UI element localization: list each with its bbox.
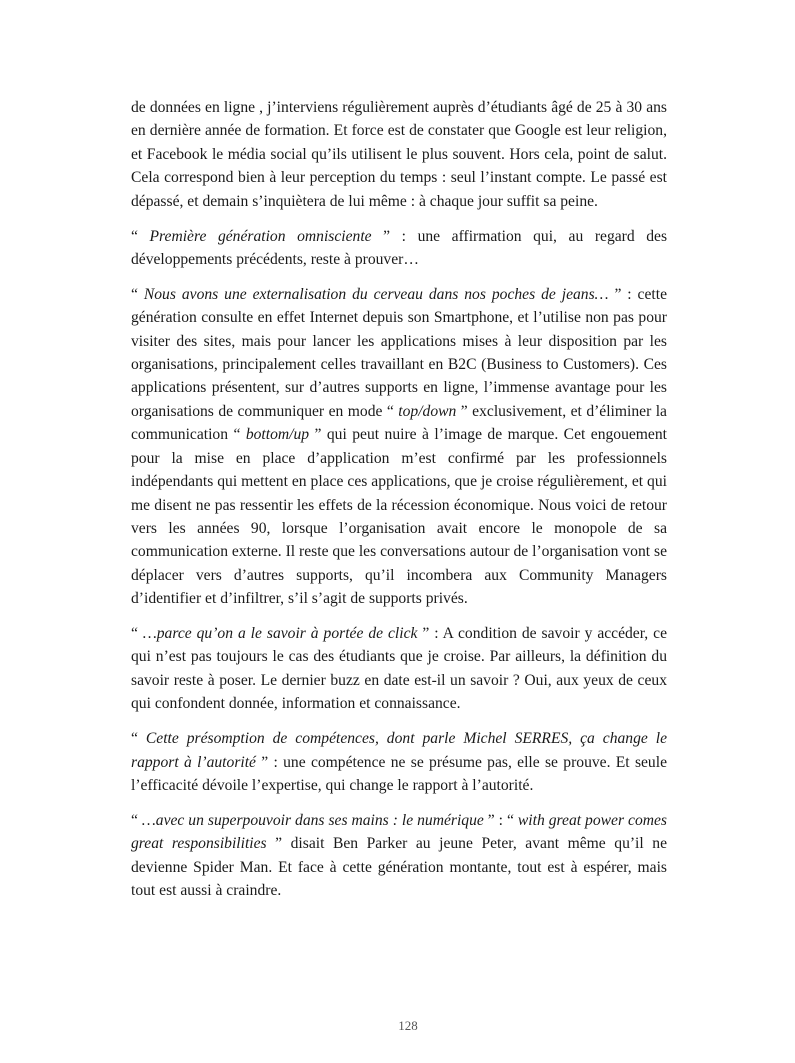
text: ” : une compétence ne se présume pas, elle se prouve. Et seule l’efficacité dévoile l’expertise, qui change le rapport à l’autorité.	[131, 753, 667, 794]
paragraph-savoir	[131, 622, 667, 716]
quote: Cette présomption de compétences, dont parle Michel SERRES, ça change le rapport à l’autorité	[131, 730, 667, 771]
body-text	[131, 96, 667, 914]
quote: Première génération omnisciente	[149, 227, 372, 245]
paragraph-omniscient	[131, 225, 667, 272]
text: ” : A condition de savoir y accéder, ce qui n’est pas toujours le cas des étudiants que je croise. Par ailleurs, la définition du savoir reste à poser. Le dernier buzz en date est-il un savoir ? Oui, aux yeux de ceux qui confondent donnée, information et connaissance.	[131, 625, 667, 713]
text: ” qui peut nuire à l’image de marque. Cet engouement pour la mise en place d’application m’est confirmé par les professionnels indépendants qui mettent en place ces applications, que je croise régulièrement, et qui me disent ne pas ressentir les effets de la récession économique. Nous voici de retour vers les années 90, lorsque l’organisation avait encore le monopole de sa communication externe. Il reste que les conversations autour de l’organisation vont se déplacer vers d’autres supports, qu’il incombera aux Community Managers d’identifier et d’infiltrer, s’il s’agit de supports privés.	[131, 426, 667, 608]
paragraph-externalisation	[131, 283, 667, 611]
text: ” : “	[483, 811, 518, 829]
text: “	[131, 227, 150, 245]
page-number: 128	[398, 1018, 418, 1033]
paragraph-superpouvoir	[131, 809, 667, 903]
text: “	[131, 811, 142, 829]
text: ” exclusivement, et d’éliminer la communication “	[131, 402, 667, 444]
term: top/down	[398, 402, 457, 420]
text: ” disait Ben Parker au jeune Peter, avant même qu’il ne devienne Spider Man. Et face à cette génération montante, tout est à espérer, mais tout est aussi à craindre.	[131, 835, 667, 900]
quote: with great power comes great responsibilities	[131, 811, 667, 853]
quote: …parce qu’on a le savoir à portée de click	[142, 625, 418, 643]
term: bottom/up	[245, 426, 310, 444]
paragraph-competences	[131, 727, 667, 797]
quote: …avec un superpouvoir dans ses mains : le numérique	[141, 811, 484, 829]
quote: Nous avons une externalisation du cerveau dans nos poches de jeans…	[143, 285, 609, 303]
text: de données en ligne , j’interviens régulièrement auprès d’étudiants âgé de 25 à 30 ans en dernière année de formation. Et force est de constater que Google est leur religion, et Facebook le média social qu’ils utilisent le plus souvent. Hors cela, point de salut. Cela correspond bien à leur perception du temps : seul l’instant compte. Le passé est dépassé, et demain s’inquiètera de lui même : à chaque jour suffit sa peine.	[131, 99, 667, 210]
text: “	[131, 285, 144, 303]
text: “	[131, 625, 143, 643]
paragraph-intro	[131, 96, 667, 213]
text: “	[131, 730, 146, 748]
text: ” : cette génération consulte en effet Internet depuis son Smartphone, et l’utilise non pas pour visiter des sites, mais pour lancer les applications mises à leur disposition par les organisations, principalement celles travaillant en B2C (Business to Customers). Ces applications présentent, sur d’autres supports en ligne, l’immense avantage pour les organisations de communiquer en mode “	[131, 285, 667, 420]
text: ” : une affirmation qui, au regard des développements précédents, reste à prouver…	[131, 227, 668, 268]
